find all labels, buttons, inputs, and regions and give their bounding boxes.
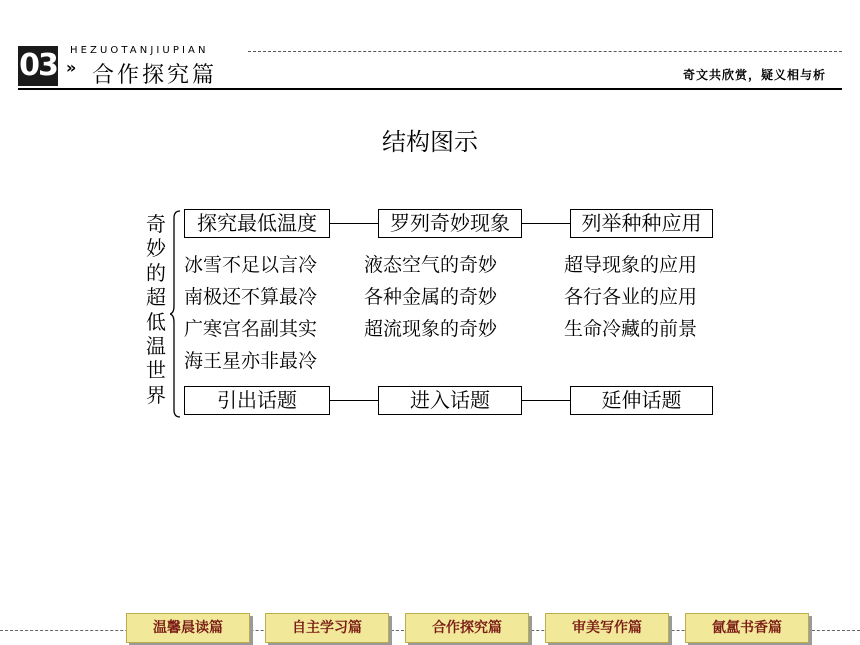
side-label-char: 界 xyxy=(146,382,166,407)
diagram-item: 超导现象的应用 xyxy=(564,254,698,276)
connector-line xyxy=(329,400,378,401)
side-label-char: 低 xyxy=(146,309,166,334)
top-box-phenomena: 罗列奇妙现象 xyxy=(378,209,522,238)
connector-line xyxy=(329,223,378,224)
side-label-char: 世 xyxy=(146,358,166,383)
connector-line xyxy=(521,223,570,224)
section-pinyin: HEZUOTANJIUPIAN xyxy=(70,45,209,56)
top-box-applications: 列举种种应用 xyxy=(570,209,713,238)
side-label-char: 奇 xyxy=(146,212,166,236)
nav-button-morning-reading[interactable]: 温馨晨读篇 xyxy=(126,613,250,643)
page-title: 结构图示 xyxy=(382,128,478,156)
connector-line xyxy=(521,400,570,401)
diagram-side-label xyxy=(143,212,169,407)
diagram-item: 超流现象的奇妙 xyxy=(364,318,498,340)
diagram-item: 广寒宫名副其实 xyxy=(184,318,318,340)
side-label-char: 妙 xyxy=(146,236,166,261)
bottom-box-introduce: 引出话题 xyxy=(184,386,330,415)
diagram-item: 各行各业的应用 xyxy=(564,286,698,308)
chevron-icon: » xyxy=(66,58,77,77)
nav-button-cooperative-inquiry[interactable]: 合作探究篇 xyxy=(405,613,529,643)
bottom-box-extend: 延伸话题 xyxy=(570,386,713,415)
left-brace-icon xyxy=(170,210,182,418)
header-dashed-rule xyxy=(248,51,842,52)
nav-button-aesthetic-writing[interactable]: 审美写作篇 xyxy=(545,613,669,643)
diagram-item: 生命冷藏的前景 xyxy=(564,318,698,340)
top-box-explore: 探究最低温度 xyxy=(184,209,330,238)
diagram-item: 液态空气的奇妙 xyxy=(364,254,498,276)
chapter-number-badge: 03 xyxy=(18,46,58,86)
diagram-item: 海王星亦非最冷 xyxy=(184,350,318,372)
diagram-item: 各种金属的奇妙 xyxy=(364,286,498,308)
side-label-char: 超 xyxy=(146,285,166,310)
diagram-item: 冰雪不足以言冷 xyxy=(184,254,318,276)
side-label-char: 温 xyxy=(146,334,166,359)
bottom-box-enter: 进入话题 xyxy=(378,386,522,415)
nav-button-book-fragrance[interactable]: 氤氲书香篇 xyxy=(685,613,809,643)
section-title: 合作探究篇 xyxy=(92,63,218,88)
header-slogan: 奇文共欣赏，疑义相与析 xyxy=(682,68,826,82)
diagram-item: 南极还不算最冷 xyxy=(184,286,318,308)
side-label-char: 的 xyxy=(146,260,166,285)
header-divider xyxy=(18,88,842,90)
nav-button-self-study[interactable]: 自主学习篇 xyxy=(265,613,389,643)
